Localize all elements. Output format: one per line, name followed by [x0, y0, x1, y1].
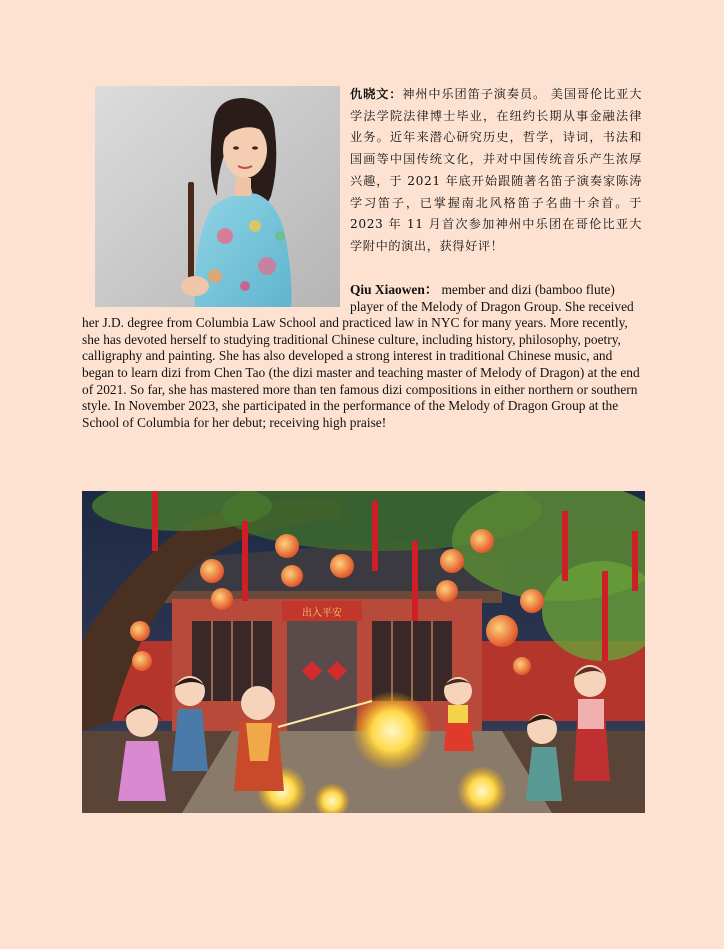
door-plaque-text: 出入平安: [302, 608, 342, 619]
chinese-bio-paragraph: [350, 84, 642, 258]
english-bio-name: Qiu Xiaowen：: [350, 282, 439, 297]
performer-portrait: [95, 86, 340, 307]
festival-illustration: [82, 491, 645, 813]
chinese-bio-name: 仇晓文：: [350, 87, 403, 101]
english-bio-text: member and dizi (bamboo flute) player of the Melody of Dragon Group. She received her J.D. degree from Columbia Law School and practiced law in NYC for many years. More recently, she has devoted herself to studying traditional Chinese culture, including history, philosophy, poetry, calligraphy and painting. She has also developed a strong interest in traditional Chinese music, and began to learn dizi from Chen Tao (the dizi master and teaching master of Melody of Dragon) at the end of 2021. So far, she has mastered more than ten famous dizi compositions in either northern or southern style. In November 2023, she participated in the performance of the Melody of Dragon Group at the School of Columbia for her debut; receiving high praise!: [82, 282, 640, 430]
chinese-bio-text: 神州中乐团笛子演奏员。 美国哥伦比亚大学法学院法律博士毕业，在纽约长期从事金融法律业务。近年来潜心研究历史，哲学，诗词，书法和国画等中国传统文化，并对中国传统音乐产生浓厚兴趣，于 2021 年底开始跟随著名笛子演奏家陈涛学习笛子，已掌握南北风格笛子名曲十余首。于 2023 年 11 月首次参加神州中乐团在哥伦比亚大学附中的演出，获得好评！: [350, 87, 642, 253]
english-bio-paragraph: [82, 282, 642, 431]
